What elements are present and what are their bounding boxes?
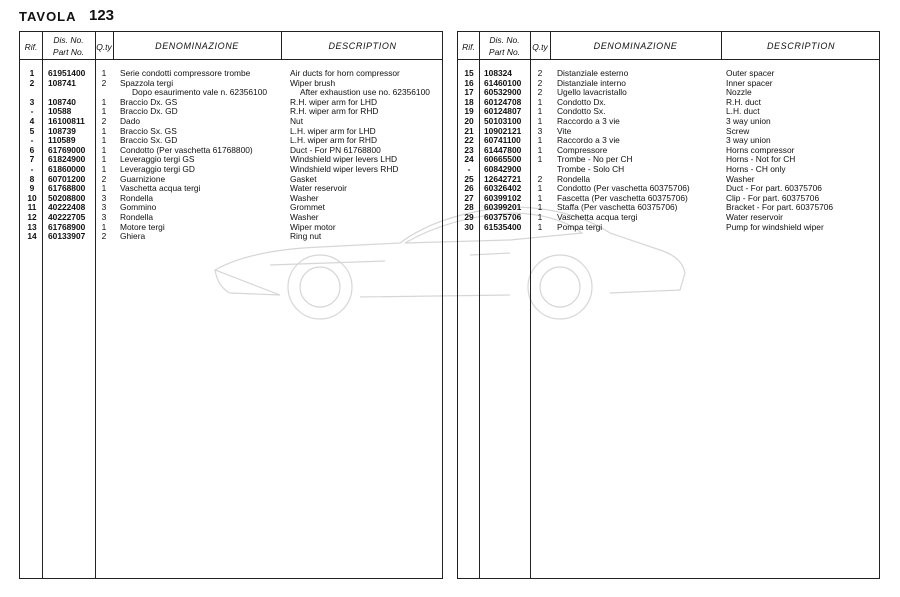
- row-part-number: 60665500: [484, 154, 522, 165]
- row-quantity: 3: [537, 125, 543, 136]
- row-description: Bracket - For part. 60375706: [726, 202, 834, 213]
- table-row: [458, 165, 879, 175]
- row-quantity: 1: [537, 106, 543, 117]
- row-quantity: 1: [101, 183, 107, 194]
- row-quantity: 1: [101, 144, 107, 155]
- row-ref: -: [30, 106, 34, 117]
- page-title-label: TAVOLA: [19, 9, 77, 24]
- row-quantity: 3: [101, 211, 107, 222]
- row-part-number: 60532900: [484, 87, 522, 98]
- row-description: Nut: [290, 115, 304, 126]
- row-denominazione: Fascetta (Per vaschetta 60375706): [557, 192, 688, 203]
- row-part-number: 60701200: [48, 173, 86, 184]
- row-description: 3 way union: [726, 135, 771, 146]
- header-part-it: Dis. No.: [489, 35, 520, 45]
- row-part-number: 110589: [48, 135, 76, 146]
- row-part-number: 12642721: [484, 173, 522, 184]
- row-part-number: 61860000: [48, 163, 86, 174]
- table-row: [458, 127, 879, 137]
- parts-list-left: [20, 69, 442, 242]
- row-part-number: 108739: [48, 125, 76, 136]
- row-denominazione: Trombe - No per CH: [557, 154, 633, 165]
- row-quantity: 2: [537, 68, 543, 78]
- row-part-number: 60842900: [484, 163, 522, 174]
- row-ref: 23: [464, 144, 474, 155]
- header-part-en: Part No.: [52, 47, 85, 57]
- row-ref: 25: [464, 173, 474, 184]
- row-description: Ring nut: [290, 231, 322, 242]
- row-description: Grommet: [290, 202, 325, 213]
- row-denominazione: Distanziale interno: [557, 77, 626, 88]
- row-description: Washer: [290, 211, 319, 222]
- row-part-number: 50103100: [484, 115, 522, 126]
- table-row: [20, 98, 442, 108]
- row-part-number: 10588: [48, 106, 72, 117]
- row-ref: -: [467, 163, 471, 174]
- row-quantity: 1: [101, 221, 107, 232]
- row-quantity: 2: [537, 87, 543, 98]
- row-denominazione: Compressore: [557, 144, 608, 155]
- row-ref: 4: [29, 115, 35, 126]
- table-row: [458, 107, 879, 117]
- row-denominazione: Distanziale esterno: [557, 68, 629, 78]
- row-ref: 3: [29, 96, 35, 107]
- row-denominazione: Trombe - Solo CH: [557, 163, 625, 174]
- header-rif: Rif.: [24, 42, 38, 52]
- header-description: DESCRIPTION: [766, 41, 836, 51]
- row-denominazione: Vite: [557, 125, 572, 136]
- row-description: Horns compressor: [726, 144, 795, 155]
- row-quantity: 1: [537, 211, 543, 222]
- row-part-number: 61769000: [48, 144, 86, 155]
- header-description: DESCRIPTION: [328, 41, 397, 51]
- header-rif: Rif.: [462, 42, 475, 52]
- row-quantity: 2: [101, 231, 107, 242]
- row-description: Wiper motor: [290, 221, 336, 232]
- row-quantity: 1: [537, 202, 543, 213]
- row-description: Horns - Not for CH: [726, 154, 796, 165]
- table-row: [458, 69, 879, 79]
- row-ref: 8: [29, 173, 35, 184]
- row-part-number: 108740: [48, 96, 76, 107]
- row-quantity: 1: [101, 163, 107, 174]
- row-ref: 20: [464, 115, 474, 126]
- table-row: [458, 155, 879, 165]
- row-quantity: 1: [101, 135, 107, 146]
- row-description: 3 way union: [726, 115, 771, 126]
- row-ref: -: [30, 163, 34, 174]
- row-ref: 26: [464, 183, 474, 194]
- row-quantity: 2: [537, 77, 543, 88]
- row-quantity: 1: [537, 154, 543, 165]
- row-description: Gasket: [290, 173, 317, 184]
- row-part-number: 61460100: [484, 77, 522, 88]
- row-part-number: 60133907: [48, 231, 86, 242]
- row-ref: 27: [464, 192, 474, 203]
- row-denominazione: Vaschetta acqua tergi: [120, 183, 201, 194]
- row-part-number: 40222705: [48, 211, 86, 222]
- row-denominazione: Rondella: [120, 192, 154, 203]
- row-part-number: 61768800: [48, 183, 86, 194]
- row-ref: 1: [29, 68, 35, 78]
- row-description: R.H. wiper arm for RHD: [290, 106, 379, 117]
- row-denominazione: Dopo esaurimento vale n. 62356100: [132, 87, 268, 98]
- row-ref: 24: [464, 154, 474, 165]
- row-part-number: 60124807: [484, 106, 522, 117]
- row-description: Air ducts for horn compressor: [290, 68, 400, 78]
- row-description: Duct - For PN 61768800: [290, 144, 381, 155]
- row-ref: 14: [27, 231, 37, 242]
- header-denominazione: DENOMINAZIONE: [155, 41, 239, 51]
- row-denominazione: Dado: [120, 115, 141, 126]
- row-description: Water reservoir: [290, 183, 347, 194]
- row-part-number: 61951400: [48, 68, 86, 78]
- row-quantity: 1: [537, 115, 543, 126]
- row-quantity: 1: [537, 183, 543, 194]
- row-quantity: 2: [537, 173, 543, 184]
- row-description: Screw: [726, 125, 750, 136]
- row-ref: 2: [29, 77, 35, 88]
- row-quantity: 1: [101, 106, 107, 117]
- row-denominazione: Leveraggio tergi GD: [120, 163, 195, 174]
- row-part-number: 10902121: [484, 125, 522, 136]
- table-row: [458, 98, 879, 108]
- row-part-number: 108741: [48, 77, 76, 88]
- row-denominazione: Ghiera: [120, 231, 146, 242]
- row-part-number: 16100811: [48, 115, 85, 126]
- row-ref: 5: [29, 125, 35, 136]
- row-denominazione: Raccordo a 3 vie: [557, 135, 620, 146]
- table-row: [20, 69, 442, 79]
- table-row: [458, 136, 879, 146]
- row-quantity: 3: [101, 192, 107, 203]
- row-description: R.H. wiper arm for LHD: [290, 96, 378, 107]
- row-quantity: 2: [101, 115, 107, 126]
- table-row: [458, 88, 879, 98]
- table-row: [458, 223, 879, 233]
- parts-list-right: [458, 69, 879, 232]
- header-part-en: Part No.: [488, 47, 521, 57]
- table-row: [20, 127, 442, 137]
- row-description: L.H. wiper arm for RHD: [290, 135, 378, 146]
- row-description: Pump for windshield wiper: [726, 221, 824, 232]
- row-description: Nozzle: [726, 87, 752, 98]
- row-part-number: 60741100: [484, 135, 521, 146]
- row-ref: 21: [464, 125, 474, 136]
- table-row: [20, 88, 442, 98]
- row-ref: 13: [27, 221, 37, 232]
- row-description: Water reservoir: [726, 211, 783, 222]
- row-ref: 28: [464, 202, 474, 213]
- row-quantity: 1: [537, 144, 543, 155]
- header-qty: Q.ty: [96, 42, 112, 52]
- table-row: [458, 146, 879, 156]
- row-denominazione: Condotto (Per vaschetta 60375706): [557, 183, 690, 194]
- row-ref: 18: [464, 96, 474, 107]
- row-denominazione: Braccio Sx. GS: [120, 125, 177, 136]
- parts-table-left: [19, 31, 443, 579]
- row-quantity: 1: [101, 68, 107, 78]
- row-quantity: 1: [537, 192, 543, 203]
- row-part-number: 40222408: [48, 202, 86, 213]
- header-denominazione: DENOMINAZIONE: [593, 41, 678, 51]
- row-quantity: 1: [537, 96, 543, 107]
- row-description: Washer: [726, 173, 755, 184]
- row-denominazione: Gommino: [120, 202, 157, 213]
- row-denominazione: Ugello lavacristallo: [557, 87, 627, 98]
- row-denominazione: Serie condotti compressore trombe: [120, 68, 251, 78]
- row-part-number: 60399102: [484, 192, 522, 203]
- row-description: Wiper brush: [290, 77, 336, 88]
- table-row: [458, 117, 879, 127]
- row-ref: 10: [27, 192, 37, 203]
- row-denominazione: Raccordo a 3 vie: [557, 115, 620, 126]
- row-denominazione: Braccio Dx. GD: [120, 106, 178, 117]
- row-quantity: 1: [537, 135, 543, 146]
- row-ref: 7: [29, 154, 35, 165]
- row-description: Inner spacer: [726, 77, 773, 88]
- row-denominazione: Condotto (Per vaschetta 61768800): [120, 144, 253, 155]
- row-part-number: 61447800: [484, 144, 522, 155]
- row-quantity: 1: [101, 125, 107, 136]
- row-ref: 29: [464, 211, 474, 222]
- row-ref: 16: [464, 77, 474, 88]
- row-ref: 19: [464, 106, 474, 117]
- row-quantity: 3: [101, 202, 107, 213]
- table-row: [458, 79, 879, 89]
- row-description: Duct - For part. 60375706: [726, 183, 822, 194]
- row-denominazione: Guarnizione: [120, 173, 166, 184]
- table-row: [458, 203, 879, 213]
- row-ref: 11: [27, 202, 37, 213]
- row-denominazione: Motore tergi: [120, 221, 165, 232]
- row-description: Washer: [290, 192, 319, 203]
- row-part-number: 60326402: [484, 183, 522, 194]
- row-ref: 22: [464, 135, 474, 146]
- row-denominazione: Rondella: [120, 211, 154, 222]
- row-part-number: 60375706: [484, 211, 522, 222]
- row-part-number: 50208800: [48, 192, 86, 203]
- row-denominazione: Condotto Dx.: [557, 96, 606, 107]
- row-description: L.H. duct: [726, 106, 760, 117]
- header-qty: Q.ty: [532, 42, 548, 52]
- row-description: After exhaustion use no. 62356100: [300, 87, 430, 98]
- row-part-number: 61535400: [484, 221, 522, 232]
- table-row: [20, 117, 442, 127]
- row-denominazione: Leveraggio tergi GS: [120, 154, 195, 165]
- row-denominazione: Condotto Sx.: [557, 106, 606, 117]
- row-part-number: 60399201: [484, 202, 522, 213]
- row-denominazione: Rondella: [557, 173, 591, 184]
- row-description: R.H. duct: [726, 96, 761, 107]
- row-ref: 12: [27, 211, 37, 222]
- row-denominazione: Braccio Dx. GS: [120, 96, 178, 107]
- row-denominazione: Vaschetta acqua tergi: [557, 211, 638, 222]
- row-description: L.H. wiper arm for LHD: [290, 125, 376, 136]
- row-quantity: 1: [101, 154, 107, 165]
- row-ref: 30: [464, 221, 474, 232]
- row-denominazione: Braccio Sx. GD: [120, 135, 178, 146]
- row-ref: 6: [29, 144, 35, 155]
- row-denominazione: Staffa (Per vaschetta 60375706): [557, 202, 678, 213]
- row-ref: 15: [464, 68, 474, 78]
- row-part-number: 108324: [484, 68, 512, 78]
- row-quantity: 2: [101, 173, 107, 184]
- row-description: Windshield wiper levers RHD: [290, 163, 399, 174]
- row-part-number: 61768900: [48, 221, 86, 232]
- row-description: Outer spacer: [726, 68, 775, 78]
- row-quantity: 1: [101, 96, 107, 107]
- row-description: Clip - For part. 60375706: [726, 192, 820, 203]
- row-part-number: 61824900: [48, 154, 86, 165]
- page-number: 123: [89, 7, 115, 24]
- row-ref: -: [30, 135, 34, 146]
- row-quantity: 2: [101, 77, 107, 88]
- row-ref: 17: [464, 87, 474, 98]
- row-quantity: 1: [537, 221, 543, 232]
- row-ref: 9: [29, 183, 35, 194]
- row-denominazione: Spazzola tergi: [120, 77, 174, 88]
- header-part-it: Dis. No.: [53, 35, 84, 45]
- row-part-number: 60124708: [484, 96, 522, 107]
- parts-table-right: [457, 31, 880, 579]
- row-denominazione: Pompa tergi: [557, 221, 603, 232]
- row-description: Horns - CH only: [726, 163, 786, 174]
- row-description: Windshield wiper levers LHD: [290, 154, 398, 165]
- table-row: [20, 232, 442, 242]
